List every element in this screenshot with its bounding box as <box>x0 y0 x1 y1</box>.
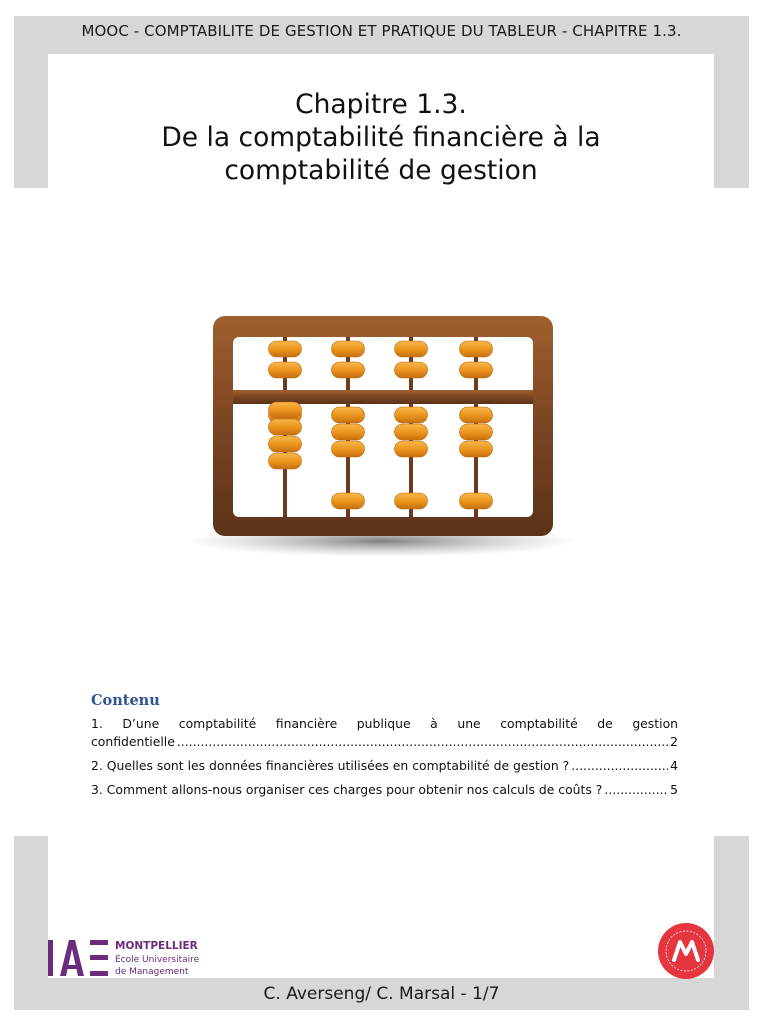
toc-item-3-page: 5 <box>670 782 678 797</box>
abacus-bead <box>269 341 302 357</box>
abacus-bead <box>460 407 493 423</box>
toc-leader-dots <box>604 781 668 799</box>
abacus-bead <box>460 441 493 457</box>
toc-item-2[interactable] <box>91 757 678 775</box>
abacus-bead <box>395 362 428 378</box>
svg-text:MONTPELLIER: MONTPELLIER <box>115 940 198 952</box>
toc-heading: Contenu <box>91 692 160 709</box>
abacus-bead <box>395 341 428 357</box>
abacus-bead <box>395 441 428 457</box>
abacus-bead <box>460 424 493 440</box>
abacus-icon <box>186 305 578 569</box>
abacus-bead <box>395 493 428 509</box>
abacus-bead <box>332 362 365 378</box>
abacus-bead <box>269 362 302 378</box>
toc-item-3[interactable] <box>91 781 678 799</box>
page-footer: C. Averseng/ C. Marsal - 1/7 <box>263 984 500 1004</box>
svg-text:École Universitaire: École Universitaire <box>115 955 200 965</box>
abacus-bead <box>460 493 493 509</box>
abacus-bead <box>269 453 302 469</box>
abacus-bead <box>332 441 365 457</box>
title-line-3: comptabilité de gestion <box>224 155 538 186</box>
title-line-1: Chapitre 1.3. <box>295 89 467 120</box>
university-seal <box>657 922 715 984</box>
toc-leader-dots <box>177 733 668 751</box>
abacus-bead <box>460 362 493 378</box>
iae-montpellier-logo <box>48 938 218 982</box>
page-title <box>48 88 714 187</box>
toc-item-1-line-1: 1. D’une comptabilité financière publique à une comptabilité de gestion <box>91 716 678 731</box>
toc-item-2-page: 4 <box>670 758 678 773</box>
abacus-bead <box>269 402 302 418</box>
document-header: MOOC - COMPTABILITE DE GESTION ET PRATIQUE DU TABLEUR - CHAPITRE 1.3. <box>81 22 682 40</box>
toc-item-2-text: 2. Quelles sont les données financières utilisées en comptabilité de gestion ? <box>91 758 570 773</box>
abacus-bead <box>332 493 365 509</box>
abacus-bead <box>332 341 365 357</box>
abacus-bead <box>332 407 365 423</box>
toc-item-1[interactable] <box>91 715 678 751</box>
abacus-bead <box>395 424 428 440</box>
table-of-contents <box>91 692 678 799</box>
abacus-bead <box>395 407 428 423</box>
title-line-2: De la comptabilité financière à la <box>161 122 601 153</box>
toc-item-3-text: 3. Comment allons-nous organiser ces charges pour obtenir nos calculs de coûts ? <box>91 782 603 797</box>
abacus-bead <box>460 341 493 357</box>
svg-text:de Management: de Management <box>115 967 189 977</box>
abacus-bead <box>332 424 365 440</box>
abacus-bead <box>269 436 302 452</box>
toc-leader-dots <box>571 757 668 775</box>
toc-item-1-page: 2 <box>670 734 678 749</box>
toc-item-1-line-2: confidentielle <box>91 734 175 749</box>
abacus-bead <box>269 419 302 435</box>
